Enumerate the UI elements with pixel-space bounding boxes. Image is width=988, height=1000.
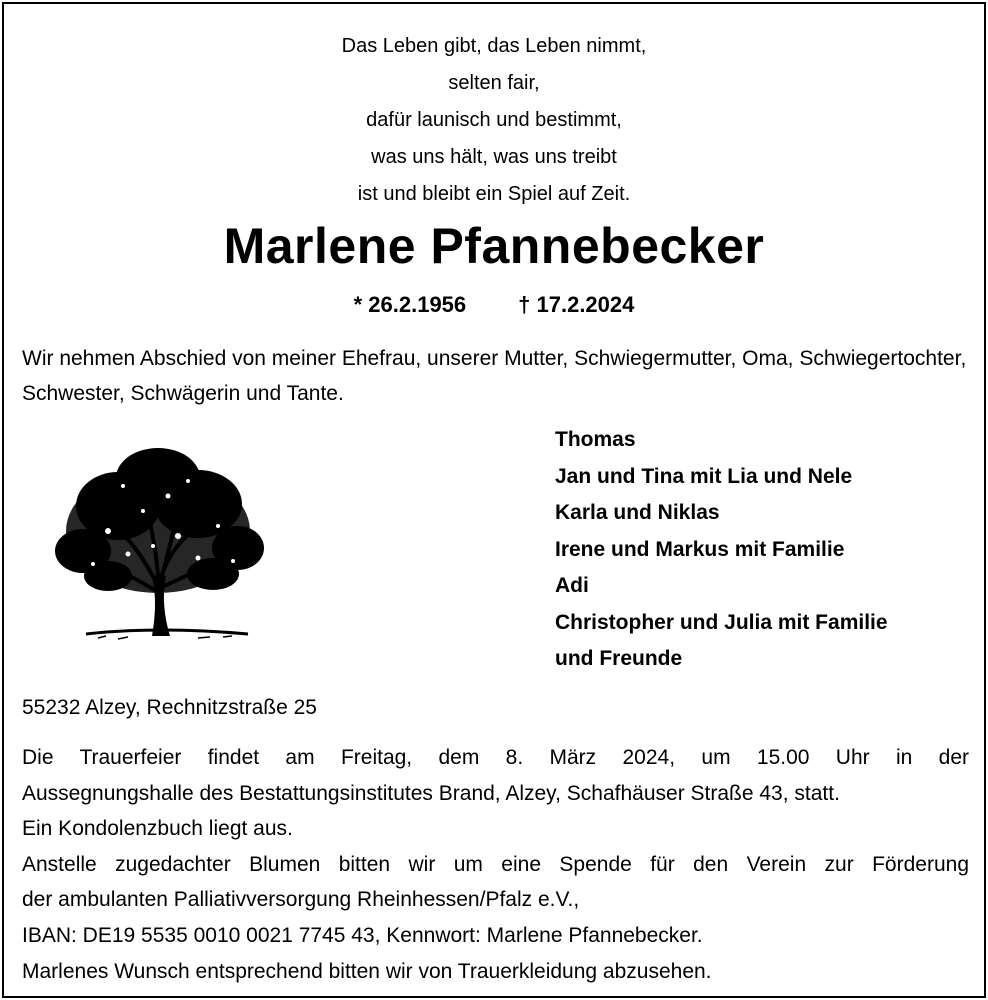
life-dates [4,290,984,320]
poem-line: dafür launisch und bestimmt, [366,109,622,131]
info-line: Marlenes Wunsch entsprechend bitten wir von Trauerkleidung abzusehen. [22,959,712,983]
birth-date: * 26.2.1956 [353,292,467,317]
info-line: Anstelle zugedachter Blumen bitten wir um eine Spende für den Verein zur Förderung [22,852,969,876]
family-member: Thomas [555,428,636,451]
family-list [555,422,975,678]
farewell-text: Wir nehmen Abschied von meiner Ehefrau, unserer Mutter, Schwiegermutter, Oma, Schwiegertochter, Schwester, Schwägerin und Tante. [22,347,967,405]
info-line: Die Trauerfeier findet am Freitag, dem 8. März 2024, um 15.00 Uhr in der [22,746,969,769]
poem-line: ist und bleibt ein Spiel auf Zeit. [357,183,631,205]
info-line: Ein Kondolenzbuch liegt aus. [22,817,293,841]
poem-line: selten fair, [448,72,540,94]
death-date: † 17.2.2024 [518,292,635,317]
info-line: der ambulanten Palliativversorgung Rheinhessen/Pfalz e.V., [22,888,580,912]
family-member: Irene und Markus mit Familie [555,537,845,561]
tree-icon [48,436,268,646]
info-line: IBAN: DE19 5535 0010 0021 7745 43, Kennwort: Marlene Pfannebecker. [22,923,703,947]
family-member: Jan und Tina mit Lia und Nele [555,464,853,488]
family-member: Karla und Niklas [555,501,720,524]
poem [4,28,984,213]
obituary-notice [2,2,986,998]
funeral-info [22,740,969,989]
family-member: Adi [555,574,589,597]
deceased-name: Marlene Pfannebecker [223,218,765,274]
family-member: und Freunde [555,647,683,670]
address: 55232 Alzey, Rechnitzstraße 25 [22,696,317,719]
poem-line: was uns hält, was uns treibt [371,146,617,168]
info-line: Aussegnungshalle des Bestattungsinstitutes Brand, Alzey, Schafhäuser Straße 43, statt. [22,781,840,805]
family-member: Christopher und Julia mit Familie [555,610,888,634]
poem-line: Das Leben gibt, das Leben nimmt, [341,35,647,57]
